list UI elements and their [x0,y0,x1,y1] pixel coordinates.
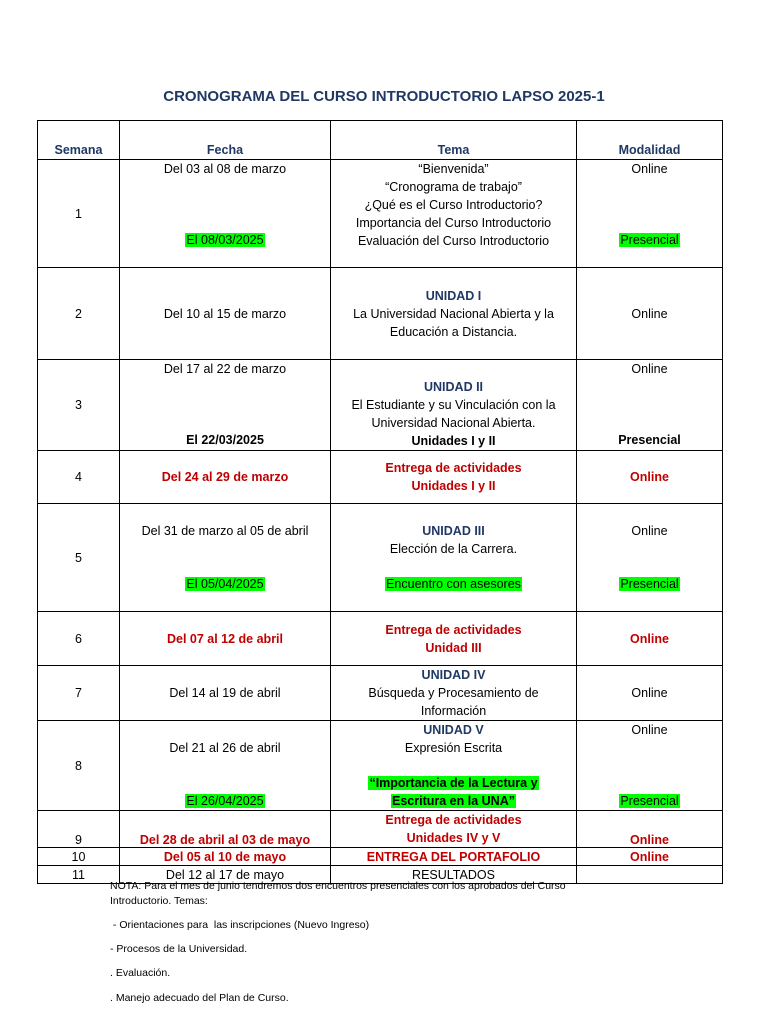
week-number: 9 [38,811,120,848]
date-range: Del 03 al 08 de marzo [163,162,287,176]
topic-highlight: Encuentro con asesores [386,577,521,591]
topic-cell [331,268,577,360]
date-range: Del 24 al 29 de marzo [120,451,331,504]
topic-line: ¿Qué es el Curso Introductorio? [364,198,543,212]
week-number: 5 [38,504,120,612]
modality-online: Online [577,666,723,721]
week-number: 1 [38,160,120,268]
table-row [38,811,723,848]
table-row [38,160,723,268]
topic-line: Expresión Escrita [404,741,503,755]
week-number: 10 [38,848,120,866]
modality-cell [577,504,723,612]
topic-cell [331,160,577,268]
table-row [38,848,723,866]
topic-line: Universidad Nacional Abierta. [371,416,536,430]
topic-line: Evaluación del Curso Introductorio [357,234,550,248]
date-presencial: El 22/03/2025 [186,433,264,447]
topic-highlight: Escritura en la UNA” [392,794,515,808]
week-number: 2 [38,268,120,360]
date-range: Del 28 de abril al 03 de mayo [120,811,331,848]
page-title: CRONOGRAMA DEL CURSO INTRODUCTORIO LAPSO 2025-1 [163,88,605,105]
table-row [38,268,723,360]
topic-line: “Cronograma de trabajo” [385,180,522,194]
modality-online: Online [577,451,723,504]
topic-line: RESULTADOS [331,866,577,884]
topic-line: “Bienvenida” [418,162,489,176]
modality-presencial: Presencial [620,794,679,808]
topic-line: Elección de la Carrera. [389,542,518,556]
topic-line: La Universidad Nacional Abierta y la [353,306,554,321]
topic-highlight: “Importancia de la Lectura y [369,776,538,790]
topic-line: El Estudiante y su Vinculación con la [351,398,556,412]
schedule-table [37,120,723,884]
unit-heading: UNIDAD I [425,288,482,303]
date-range: Del 21 al 26 de abril [169,741,281,755]
table-row [38,721,723,811]
modality-online: Online [631,162,668,176]
topic-line: Unidades I y II [411,434,496,448]
date-cell [120,721,331,811]
table-row [38,451,723,504]
header-semana: Semana [38,121,120,160]
modality-online: Online [631,524,668,538]
topic-cell [331,504,577,612]
date-presencial: El 05/04/2025 [186,577,264,591]
date-range: Del 07 al 12 de abril [120,612,331,666]
date-cell [120,160,331,268]
date-range: Del 31 de marzo al 05 de abril [141,524,309,538]
topic-cell [331,612,577,666]
week-number: 4 [38,451,120,504]
topic-line: Educación a Distancia. [389,324,518,339]
date-range: Del 17 al 22 de marzo [163,362,287,376]
note-line: Introductorio. Temas: [110,895,208,907]
topic-line: Unidades I y II [411,479,496,493]
date-range: Del 12 al 17 de mayo [120,866,331,884]
header-modalidad: Modalidad [577,121,723,160]
modality-presencial: Presencial [620,577,679,591]
date-cell [120,360,331,451]
topic-line: Unidades IV y V [406,831,501,845]
table-row [38,360,723,451]
unit-heading: UNIDAD III [422,524,485,538]
topic-line: ENTREGA DEL PORTAFOLIO [331,848,577,866]
modality-cell [577,360,723,451]
modality-online: Online [577,268,723,360]
topic-cell [331,666,577,721]
table-row [38,612,723,666]
modality-online: Online [631,362,668,376]
modality-online: Online [577,612,723,666]
note-item: - Orientaciones para las inscripciones (Nuevo Ingreso) [110,919,370,931]
topic-cell [331,721,577,811]
topic-cell [331,360,577,451]
unit-heading: UNIDAD IV [421,668,486,682]
date-presencial: El 08/03/2025 [186,233,264,247]
unit-heading: UNIDAD V [423,723,484,737]
modality-cell [577,866,723,884]
date-range: Del 14 al 19 de abril [120,666,331,721]
header-row [38,121,723,160]
note-item: - Procesos de la Universidad. [110,943,248,955]
topic-line: Importancia del Curso Introductorio [355,216,552,230]
table-row [38,666,723,721]
date-range: Del 10 al 15 de marzo [120,268,331,360]
topic-line: Unidad III [425,640,482,655]
topic-cell [331,811,577,848]
date-cell [120,504,331,612]
date-range: Del 05 al 10 de mayo [120,848,331,866]
date-presencial: El 26/04/2025 [186,794,264,808]
table-row [38,504,723,612]
week-number: 7 [38,666,120,721]
topic-line: Entrega de actividades [385,622,522,637]
modality-cell [577,721,723,811]
note-line: NOTA: Para el mes de junio tendremos dos encuentros presenciales con los aprobados del Curso [110,880,566,892]
header-fecha: Fecha [120,121,331,160]
topic-line: Entrega de actividades [385,461,522,475]
modality-online: Online [631,723,668,737]
note-item: . Manejo adecuado del Plan de Curso. [110,992,289,1004]
week-number: 11 [38,866,120,884]
week-number: 3 [38,360,120,451]
modality-cell [577,160,723,268]
topic-line: Entrega de actividades [385,813,522,827]
header-tema: Tema [331,121,577,160]
topic-cell [331,451,577,504]
week-number: 6 [38,612,120,666]
topic-line: Búsqueda y Procesamiento de [368,686,539,700]
note-item: . Evaluación. [110,967,171,979]
modality-online: Online [577,811,723,848]
modality-presencial: Presencial [620,233,679,247]
modality-online: Online [577,848,723,866]
modality-presencial: Presencial [618,433,681,447]
week-number: 8 [38,721,120,811]
topic-line: Información [420,704,487,718]
unit-heading: UNIDAD II [423,380,484,394]
